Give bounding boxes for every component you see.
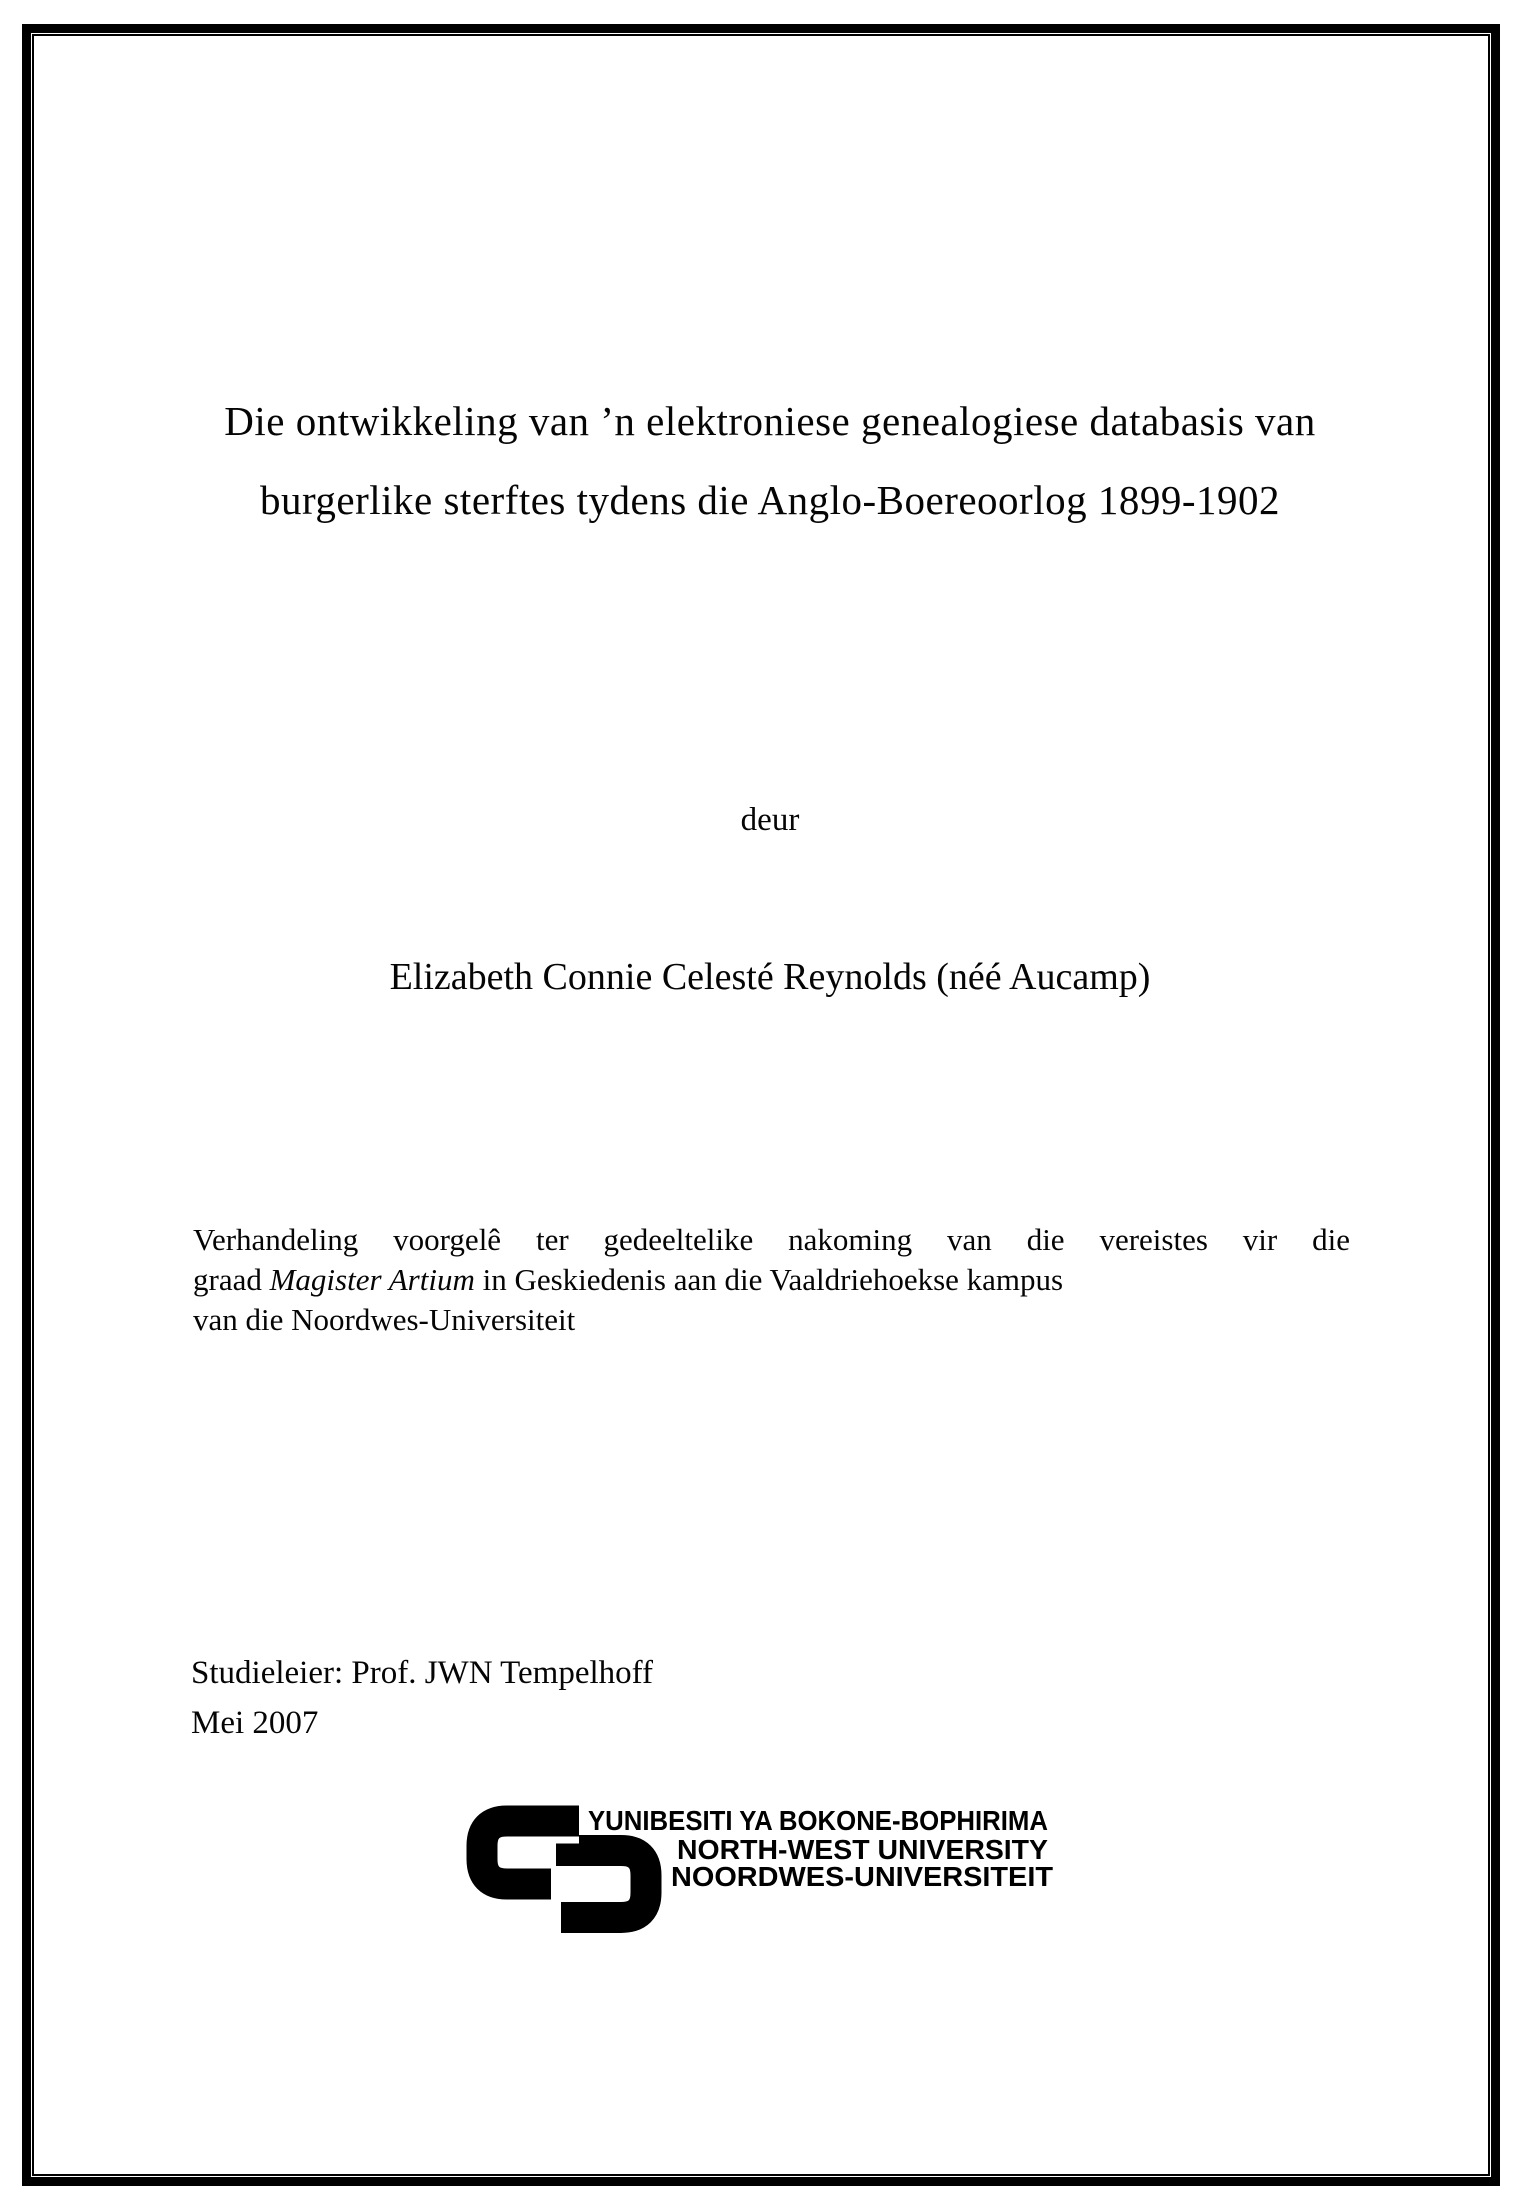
logo-text-setswana: YUNIBESITI YA BOKONE-BOPHIRIMA <box>588 1805 1048 1836</box>
date: Mei 2007 <box>191 1705 319 1741</box>
logo-text-english: NORTH-WEST UNIVERSITY <box>677 1834 1049 1865</box>
thesis-statement <box>193 1220 1350 1340</box>
logo-text-afrikaans: NOORDWES-UNIVERSITEIT <box>671 1861 1053 1892</box>
statement-line1: Verhandeling voorgelê ter gedeeltelike nakoming van die vereistes vir die <box>193 1222 1350 1257</box>
thesis-title-line1: Die ontwikkeling van ’n elektroniese genealogiese databasis van <box>224 398 1316 444</box>
degree-name: Magister Artium <box>269 1262 475 1297</box>
statement-line2-pre: graad <box>193 1262 270 1297</box>
supervisor-block <box>191 1648 653 1748</box>
statement-line3: van die Noordwes-Universiteit <box>193 1302 576 1337</box>
university-logo <box>464 1795 1104 1945</box>
byline: deur <box>740 802 800 838</box>
thesis-title <box>120 382 1420 540</box>
thesis-title-line2: burgerlike sterftes tydens die Anglo-Boereoorlog 1899-1902 <box>259 477 1280 523</box>
nwu-logo <box>464 1795 1104 1945</box>
statement-line2 <box>193 1260 1350 1300</box>
author-name: Elizabeth Connie Celesté Reynolds (néé Aucamp) <box>389 956 1151 998</box>
supervisor: Studieleier: Prof. JWN Tempelhoff <box>191 1655 654 1691</box>
statement-line2-post: in Geskiedenis aan die Vaaldriehoekse kampus <box>474 1262 1064 1297</box>
